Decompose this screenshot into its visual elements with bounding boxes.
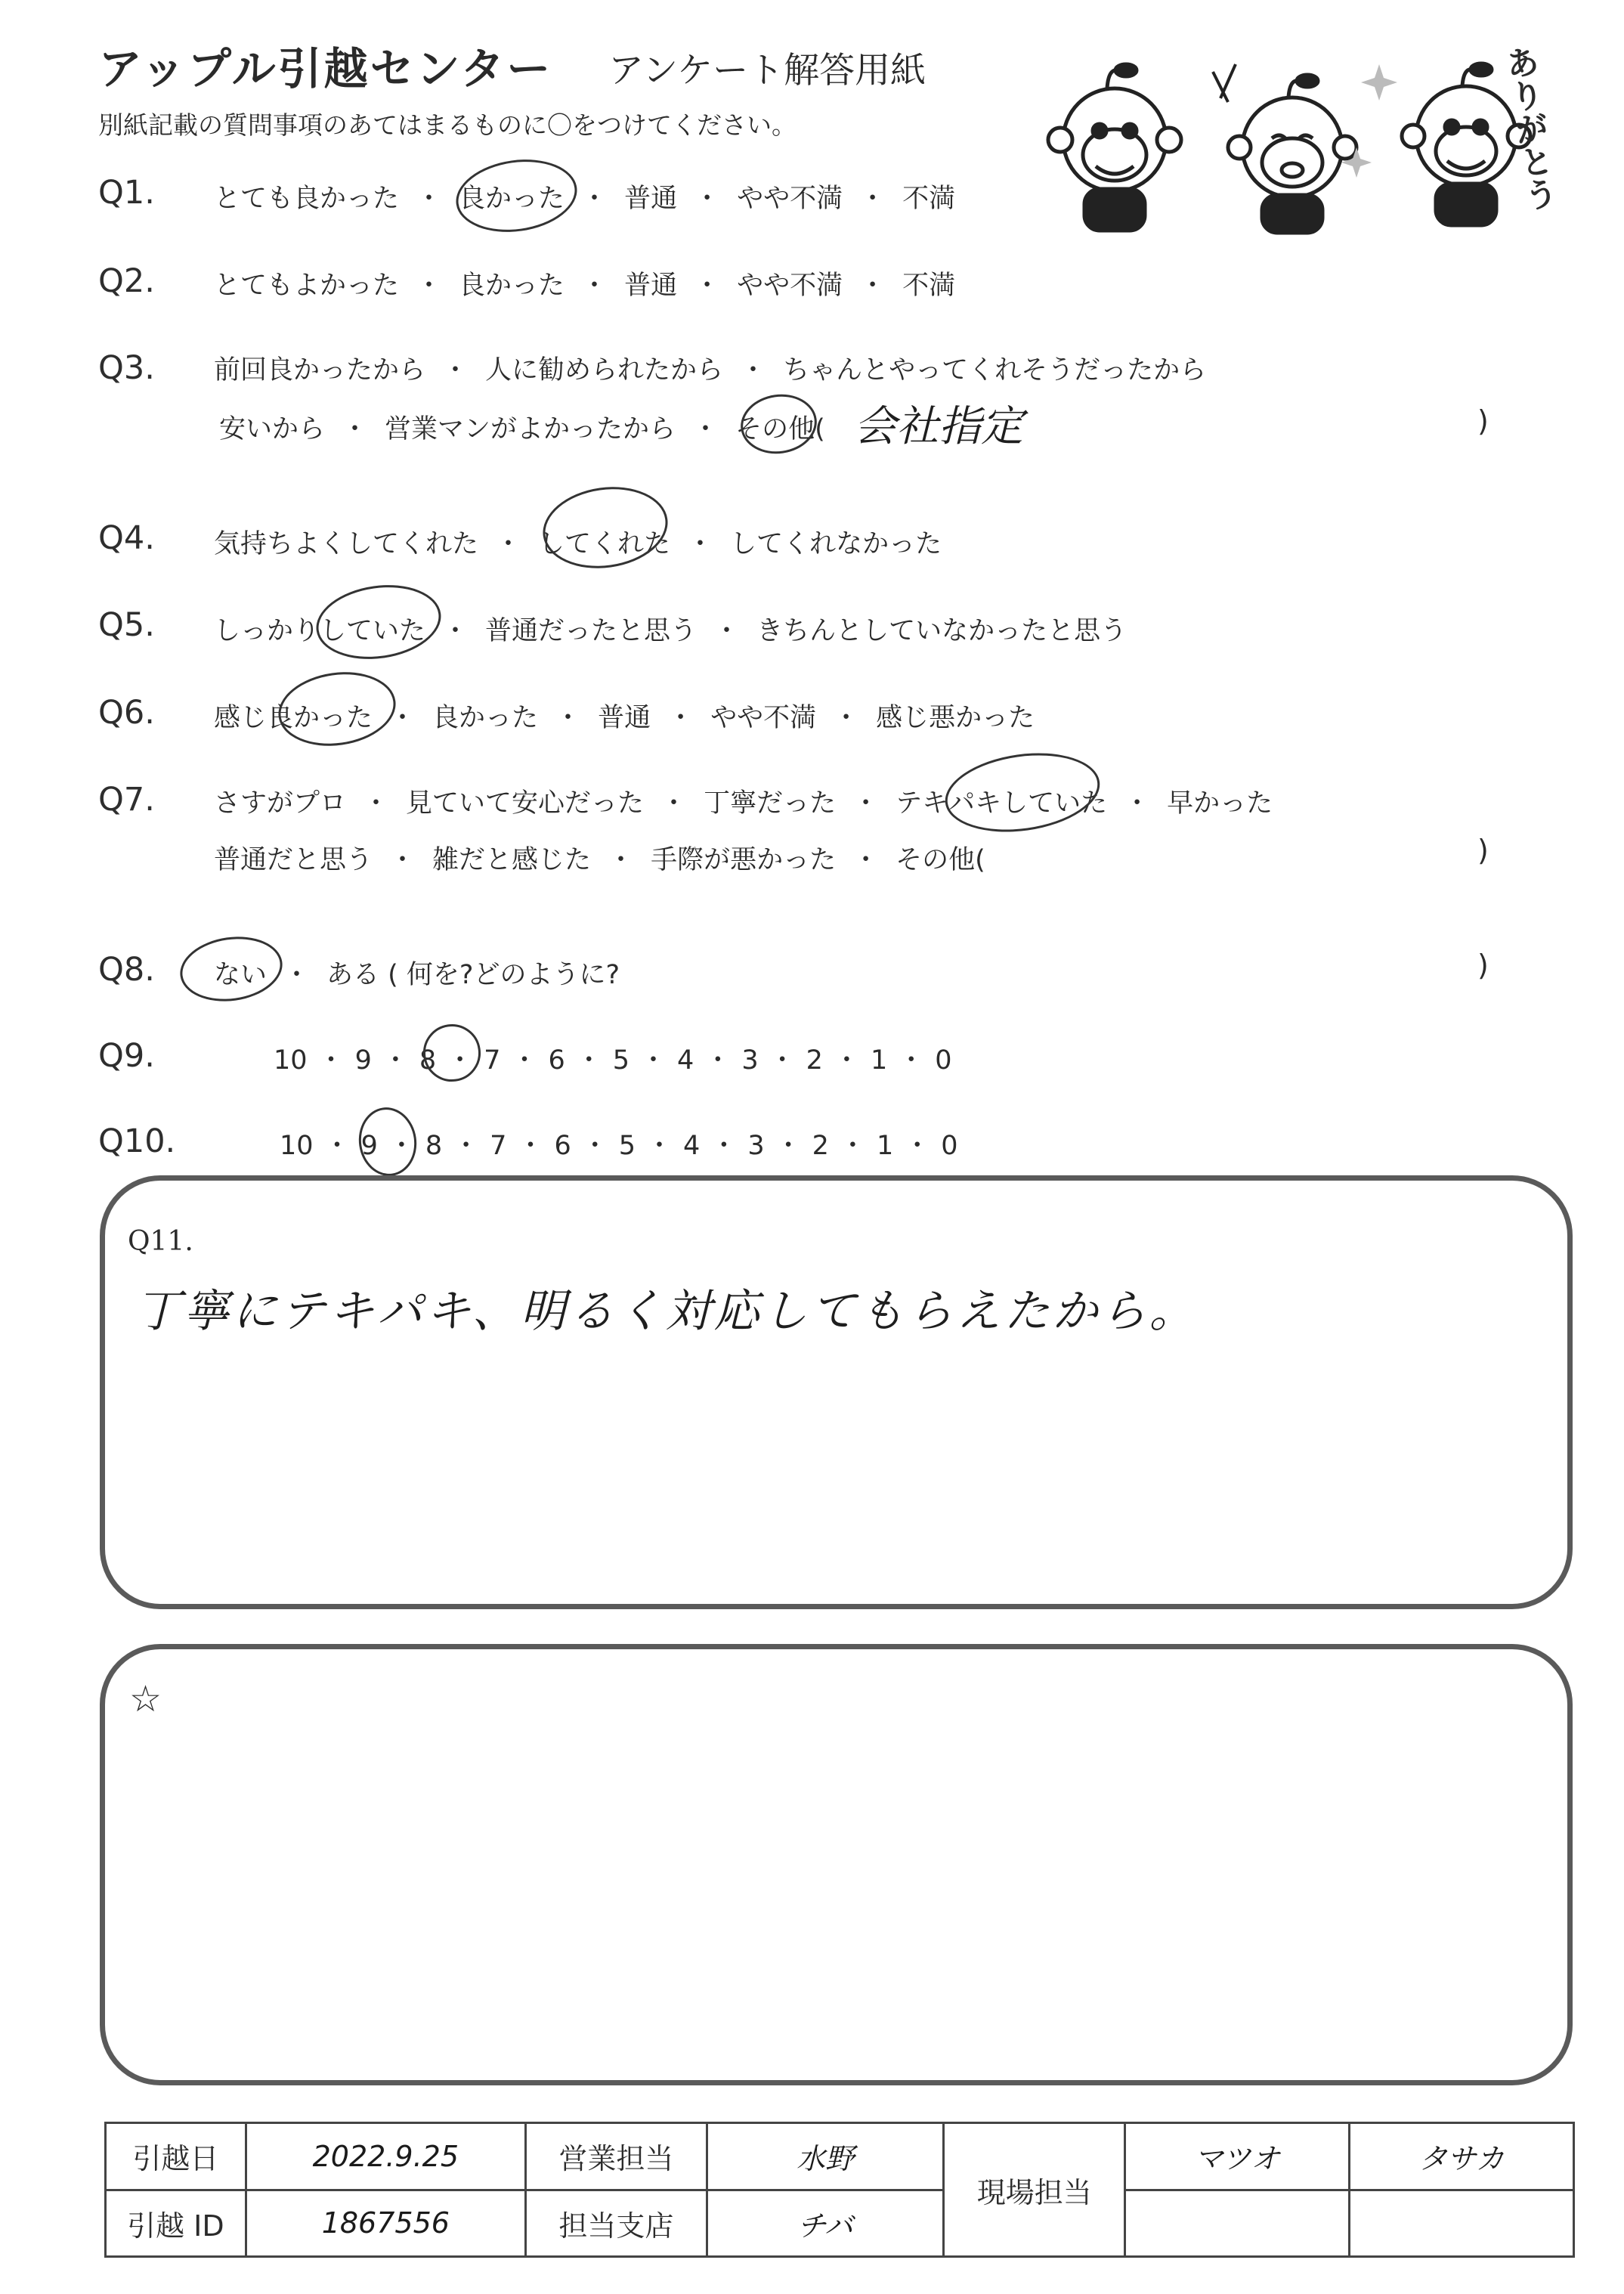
scale-value[interactable]: 2: [812, 1131, 829, 1161]
scale-value[interactable]: 9: [354, 1045, 372, 1076]
option-label[interactable]: 安いから: [219, 414, 326, 444]
monkey-icon: [1048, 64, 1181, 231]
question-label: Q6.: [98, 694, 155, 732]
separator-dot: ・: [317, 1045, 345, 1076]
scale-value[interactable]: 8: [425, 1131, 443, 1161]
scale-value[interactable]: 9: [360, 1131, 378, 1161]
move-id-label: 引越 ID: [106, 2190, 246, 2257]
option-label[interactable]: 良かった: [432, 703, 539, 733]
separator-dot: ・: [453, 1131, 480, 1161]
separator-dot: ・: [1124, 788, 1151, 819]
selection-circle: [354, 1104, 421, 1180]
separator-dot: ・: [646, 1131, 673, 1161]
separator-dot: ・: [859, 271, 886, 301]
separator-dot: ・: [898, 1045, 925, 1076]
site-label: 現場担当: [944, 2123, 1125, 2257]
q9-scale: [274, 1039, 952, 1077]
option-label[interactable]: 手際が悪かった: [651, 845, 837, 875]
scale-value[interactable]: 0: [935, 1045, 952, 1076]
separator-dot: ・: [852, 845, 880, 875]
q3-close-paren: ): [1477, 404, 1489, 438]
move-date-label: 引越日: [106, 2123, 246, 2190]
q3-options-line1: [214, 349, 1206, 387]
separator-dot: ・: [581, 1131, 608, 1161]
branch-label: 担当支店: [525, 2190, 707, 2257]
option-label[interactable]: 丁寧だった: [704, 788, 837, 819]
instruction-text: 別紙記載の質問事項のあてはまるものに〇をつけてください。: [98, 110, 797, 140]
separator-dot: ・: [694, 184, 721, 214]
mascot-monkeys-illustration: [1024, 42, 1568, 238]
q7-options-line2: [214, 839, 985, 877]
separator-dot: ・: [833, 1045, 860, 1076]
company-title: アップル引越センター: [98, 43, 553, 94]
separator-dot: ・: [389, 703, 416, 733]
option-label[interactable]: ちゃんとやってくれそうだったから: [783, 355, 1207, 385]
scale-value[interactable]: 3: [741, 1045, 759, 1076]
scale-value[interactable]: 6: [554, 1131, 571, 1161]
option-label[interactable]: とてもよかった: [214, 271, 400, 301]
q1-options: [214, 178, 955, 215]
separator-dot: ・: [852, 788, 880, 819]
separator-dot: ・: [687, 529, 714, 559]
option-label[interactable]: やや不満: [737, 184, 843, 214]
option-label[interactable]: 気持ちよくしてくれた: [214, 529, 479, 559]
option-label[interactable]: その他(: [896, 845, 985, 875]
q7-close-paren: ): [1477, 834, 1489, 867]
option-label[interactable]: してくれた: [538, 529, 671, 559]
selection-circle: [737, 389, 821, 458]
option-label[interactable]: 普通だったと思う: [485, 616, 698, 646]
option-label[interactable]: 雑だと感じた: [432, 845, 592, 875]
separator-dot: ・: [608, 845, 635, 875]
question-label: Q5.: [98, 606, 155, 644]
selection-circle: [537, 479, 673, 576]
star-label: ☆: [129, 1678, 162, 1720]
sales-value: 水野: [707, 2123, 944, 2190]
separator-dot: ・: [704, 1045, 732, 1076]
scale-value[interactable]: 10: [280, 1131, 314, 1161]
separator-dot: ・: [283, 960, 311, 990]
option-label[interactable]: とても良かった: [214, 184, 400, 214]
separator-dot: ・: [363, 788, 390, 819]
branch-value: チバ: [707, 2190, 944, 2257]
option-label[interactable]: やや不満: [710, 703, 817, 733]
scale-value[interactable]: 10: [274, 1045, 308, 1076]
question-label: Q2.: [98, 262, 155, 300]
option-label[interactable]: 不満: [902, 271, 956, 301]
selection-circle: [451, 152, 582, 239]
separator-dot: ・: [713, 616, 741, 646]
option-label[interactable]: 人に勧められたから: [485, 355, 724, 385]
scale-value[interactable]: 6: [548, 1045, 565, 1076]
q11-answer-box: [100, 1175, 1573, 1609]
separator-dot: ・: [660, 788, 688, 819]
scale-value[interactable]: 4: [683, 1131, 701, 1161]
scale-value[interactable]: 5: [618, 1131, 636, 1161]
separator-dot: ・: [710, 1131, 738, 1161]
selection-circle: [274, 665, 401, 754]
separator-dot: ・: [694, 271, 721, 301]
separator-dot: ・: [833, 703, 860, 733]
option-label[interactable]: 見ていて安心だった: [406, 788, 645, 819]
scale-value[interactable]: 8: [419, 1045, 437, 1076]
option-label[interactable]: 不満: [902, 184, 956, 214]
separator-dot: ・: [692, 414, 719, 444]
monkey-icon: [1213, 64, 1356, 233]
scale-value[interactable]: 1: [870, 1045, 888, 1076]
option-label[interactable]: 早かった: [1167, 788, 1273, 819]
handwritten-q11-answer: 丁寧にテキパキ、明るく対応してもらえたから。: [135, 1285, 1198, 1338]
separator-dot: ・: [382, 1045, 409, 1076]
scale-value[interactable]: 0: [941, 1131, 958, 1161]
separator-dot: ・: [581, 271, 608, 301]
question-label: Q1.: [98, 174, 155, 212]
separator-dot: ・: [640, 1045, 667, 1076]
option-label[interactable]: その他(: [735, 414, 825, 444]
thanks-text: ありがとう: [1497, 43, 1560, 214]
site-staff-4: [1350, 2190, 1574, 2257]
move-info-table: [104, 2122, 1575, 2258]
option-label[interactable]: 普通だと思う: [214, 845, 373, 875]
separator-dot: ・: [389, 845, 416, 875]
option-label[interactable]: さすがプロ: [214, 788, 347, 819]
question-label: Q9.: [98, 1037, 155, 1075]
separator-dot: ・: [495, 529, 522, 559]
q8-close-paren: ): [1477, 949, 1489, 982]
separator-dot: ・: [740, 355, 767, 385]
sales-label: 営業担当: [525, 2123, 707, 2190]
option-label[interactable]: 感じ悪かった: [876, 703, 1035, 733]
option-label[interactable]: ある ( 何を?どのように?: [326, 960, 620, 990]
option-label[interactable]: しっかりしていた: [214, 616, 426, 646]
question-label: Q7.: [98, 781, 155, 819]
separator-dot: ・: [581, 184, 608, 214]
scale-value[interactable]: 3: [747, 1131, 765, 1161]
scale-value[interactable]: 4: [677, 1045, 694, 1076]
option-label[interactable]: 普通: [624, 184, 678, 214]
separator-dot: ・: [517, 1131, 544, 1161]
separator-dot: ・: [323, 1131, 351, 1161]
separator-dot: ・: [447, 1045, 474, 1076]
separator-dot: ・: [416, 271, 443, 301]
site-staff-3: [1125, 2190, 1350, 2257]
q2-options: [214, 265, 955, 302]
selection-circle: [940, 744, 1105, 841]
sparkle-icon: [1341, 64, 1397, 178]
option-label[interactable]: 感じ良かった: [214, 703, 373, 733]
option-label[interactable]: 普通: [624, 271, 678, 301]
option-label[interactable]: してくれなかった: [730, 529, 942, 559]
separator-dot: ・: [511, 1045, 538, 1076]
option-label[interactable]: 良かった: [459, 184, 565, 214]
question-label: Q4.: [98, 519, 155, 557]
question-label: Q10.: [98, 1122, 176, 1160]
site-staff-2: タサカ: [1350, 2123, 1574, 2190]
option-label[interactable]: 良かった: [459, 271, 565, 301]
handwritten-q3-other: 会社指定: [854, 402, 1023, 451]
q3-options-line2: [219, 408, 825, 446]
separator-dot: ・: [388, 1131, 415, 1161]
separator-dot: ・: [769, 1045, 796, 1076]
question-label: Q8.: [98, 951, 155, 989]
question-label: Q3.: [98, 349, 155, 387]
selection-circle: [311, 577, 446, 667]
move-date-value: 2022.9.25: [246, 2123, 525, 2190]
option-label[interactable]: きちんとしていなかったと思う: [756, 616, 1128, 646]
form-subtitle: アンケート解答用紙: [608, 50, 926, 91]
separator-dot: ・: [442, 355, 469, 385]
q7-options-line1: [214, 782, 1273, 820]
scale-value[interactable]: 1: [876, 1131, 894, 1161]
option-label[interactable]: 普通: [598, 703, 651, 733]
separator-dot: ・: [442, 616, 469, 646]
option-label[interactable]: 前回良かったから: [214, 355, 426, 385]
separator-dot: ・: [859, 184, 886, 214]
site-staff-1: マツオ: [1125, 2123, 1350, 2190]
comment-box: [100, 1644, 1573, 2085]
option-label[interactable]: やや不満: [737, 271, 843, 301]
option-label[interactable]: 営業マンがよかったから: [385, 414, 676, 444]
scale-value[interactable]: 7: [490, 1131, 507, 1161]
selection-circle: [176, 930, 286, 1008]
move-id-value: 1867556: [246, 2190, 525, 2257]
q11-label: Q11.: [128, 1226, 193, 1257]
separator-dot: ・: [342, 414, 369, 444]
separator-dot: ・: [555, 703, 582, 733]
scale-value[interactable]: 2: [806, 1045, 823, 1076]
scale-value[interactable]: 5: [612, 1045, 630, 1076]
separator-dot: ・: [416, 184, 443, 214]
scale-value[interactable]: 7: [484, 1045, 501, 1076]
separator-dot: ・: [775, 1131, 802, 1161]
option-label[interactable]: テキパキしていた: [896, 788, 1108, 819]
separator-dot: ・: [839, 1131, 866, 1161]
separator-dot: ・: [904, 1131, 931, 1161]
option-label[interactable]: ない: [214, 960, 268, 990]
separator-dot: ・: [667, 703, 694, 733]
separator-dot: ・: [575, 1045, 602, 1076]
